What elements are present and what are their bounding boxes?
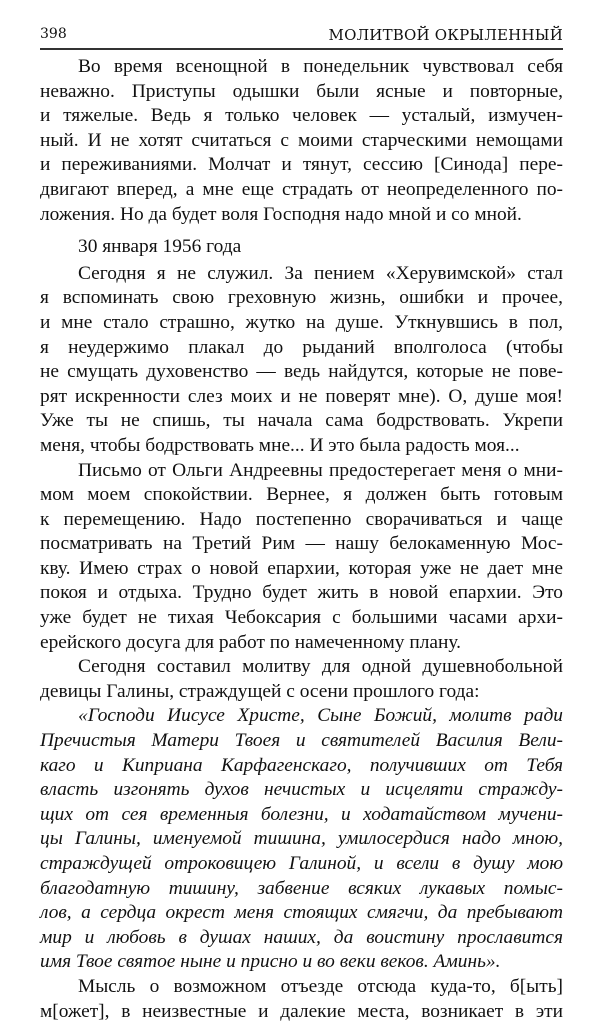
text-line: кву. Имею страх о новой епархии, которая уже не дает мне: [40, 557, 563, 579]
text-line: м[ожет], в неизвестные и далекие места, возникает в эти: [40, 1000, 563, 1022]
text-line: двигают вперед, а мне еще страдать от неопределенного по-: [40, 178, 563, 200]
running-title: МОЛИТВОЙ ОКРЫЛЕННЫЙ: [328, 26, 563, 44]
paragraph: [40, 975, 563, 1024]
text-line: рят искренности слез моих и не поверят мне). О, душе моя!: [40, 385, 563, 407]
header-rule: [40, 48, 563, 50]
text-line: не смущать духовенство — ведь найдутся, которые не пове-: [40, 361, 563, 383]
text-line: власть изгонять духов нечистых и исцеляти стражду-: [40, 779, 563, 801]
text-line: посматривать на Третий Рим — нашу белокаменную Мос-: [40, 533, 563, 555]
paragraph: [40, 55, 563, 227]
running-header: [40, 24, 563, 46]
text-line: каго и Киприана Карфагенскаго, получивших от Тебя: [40, 754, 563, 776]
text-line: Уже ты не спишь, ты начала сама бодрствовать. Укрепи: [40, 410, 563, 432]
text-line: страждущей отроковицею Галиной, и всели в душу мою: [40, 853, 563, 874]
page-body: [40, 55, 563, 1024]
text-line: ный. И не хотят считаться с моими старческими немощами: [40, 129, 563, 151]
text-line: цы Галины, именуемой тишина, умилосердися надо мною,: [40, 828, 563, 850]
text-line: благодатную тишину, забвение всяких лукавых помыс-: [40, 877, 563, 899]
text-line: покоя и отдыха. Трудно будет жить в новой епархии. Это: [40, 582, 563, 604]
prayer-quote: [40, 704, 563, 975]
text-line: Письмо от Ольги Андреевны предостерегает меня о мни-: [78, 459, 563, 481]
text-line: Пречистыя Матери Твоея и святителей Василия Вели-: [40, 730, 563, 752]
text-line: к перемещению. Надо постепенно сворачиваться и чаще: [40, 508, 563, 530]
text-line: я вспоминать свою греховную жизнь, ошибки и прочее,: [40, 287, 563, 309]
text-line: меня, чтобы бодрствовать мне... И это была радость моя...: [40, 434, 520, 456]
text-line: Сегодня составил молитву для одной душевнобольной: [78, 656, 563, 678]
text-line: мом моем спокойствии. Вернее, я должен быть готовым: [40, 484, 563, 506]
text-line: лов, а сердца окрест меня стоящих смягчи, да пребывают: [40, 902, 563, 924]
text-line: я неудержимо плакал до рыданий вполголоса (чтобы: [40, 336, 563, 358]
text-line: девицы Галины, страждущей с осени прошлого года:: [40, 680, 480, 702]
text-line: «Господи Иисусе Христе, Сыне Божий, молитв ради: [78, 705, 563, 727]
text-line: Мысль о возможном отъезде отсюда куда-то, б[ыть]: [78, 975, 563, 997]
paragraph: [40, 459, 563, 656]
page-number: 398: [40, 26, 67, 42]
text-line: и мне стало страшно, жутко на душе. Уткнувшись в пол,: [40, 311, 563, 333]
text-line: щих от сея временныя болезни, и ходатайством мучени-: [40, 803, 563, 825]
text-line: неважно. Приступы одышки были ясные и повторные,: [40, 80, 563, 102]
text-line: Сегодня я не служил. За пением «Херувимской» стал: [78, 262, 563, 284]
text-line: уже будет не тихая Чебоксария с большими часами архи-: [40, 607, 563, 629]
text-line: имя Твое святое ныне и присно и во веки веков. Аминь».: [40, 951, 501, 973]
text-line: и тяжелые. Ведь я только человек — усталый, измучен-: [40, 105, 563, 127]
entry-date: 30 января 1956 года: [78, 236, 242, 258]
text-line: ложения. Но да будет воля Господня надо мной и со мной.: [40, 203, 522, 225]
text-line: и переживаниями. Молчат и тянут, сессию [Синода] пере-: [40, 154, 563, 176]
text-line: Во время всенощной в понедельник чувствовал себя: [78, 56, 563, 77]
text-line: ерейского досуга для работ по намеченному плану.: [40, 631, 461, 653]
paragraph: [40, 262, 563, 459]
text-line: мир и любовь в душах наших, да воистину прославится: [40, 926, 563, 948]
paragraph: [40, 655, 563, 704]
